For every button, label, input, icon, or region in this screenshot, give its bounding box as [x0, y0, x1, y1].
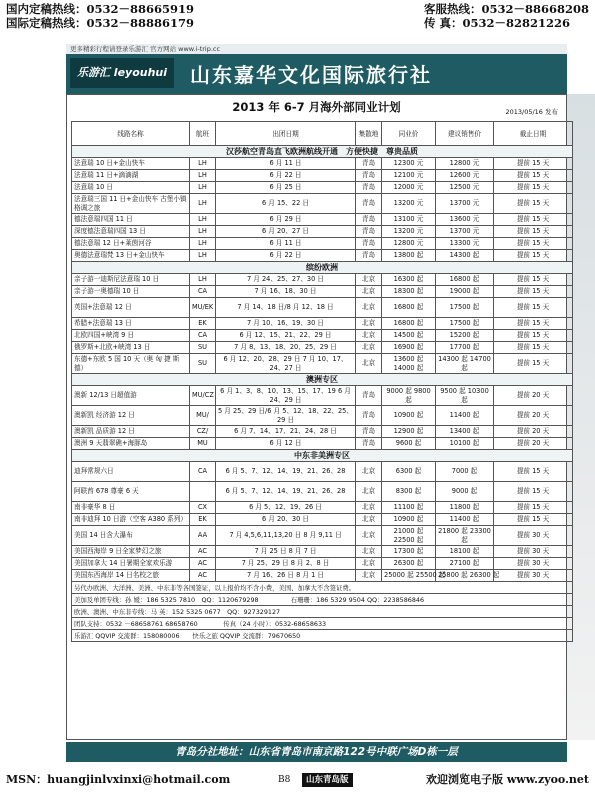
table-cell: 提前 30 天 — [494, 570, 573, 582]
table-row — [72, 526, 573, 546]
table-cell: 6 月 1、3、8、10、13、15、17、19 6 月 24、29 日 — [216, 386, 356, 406]
table-cell: 13800 起 — [382, 250, 436, 262]
table-cell: 南非豪华 8 日 — [72, 502, 190, 514]
footer-note-row — [72, 582, 573, 594]
table-row — [72, 514, 573, 526]
table-cell: 北京 — [356, 286, 382, 298]
domestic-hotline: 国内定稿热线：0532－88665919 — [6, 2, 195, 16]
table-cell: 青岛 — [356, 250, 382, 262]
table-cell: 北京 — [356, 330, 382, 342]
table-cell: 北京 — [356, 462, 382, 482]
agency-name: 山东嘉华文化国际旅行社 — [190, 63, 432, 87]
table-cell: 11800 起 — [436, 502, 494, 514]
column-header: 航班 — [190, 122, 216, 146]
plan-card — [66, 94, 567, 740]
table-cell: 美国西海岸 9 日全家梦幻之旅 — [72, 546, 190, 558]
table-cell: 17500 起 — [436, 318, 494, 330]
section-header — [72, 262, 573, 274]
table-cell: 7 月 8、13、18、20、25、29 日 — [216, 342, 356, 354]
table-cell: 15200 起 — [436, 330, 494, 342]
footer-note: 乐游汇 QQVIP 交流群：158080006 快乐之旅 QQVIP 交流群：79670650 — [72, 630, 573, 642]
table-cell: 7 月 16、26 日 8 月 1 日 — [216, 570, 356, 582]
table-row — [72, 214, 573, 226]
table-cell: 提前 15 天 — [494, 238, 573, 250]
table-header — [72, 122, 573, 146]
table-cell: 亲子游一奥德瑞 10 日 — [72, 286, 190, 298]
table-cell: 美国 14 日含大瀑布 — [72, 526, 190, 546]
table-cell: 7 月 10、16、19、30 日 — [216, 318, 356, 330]
footer-note: 另代办欧洲、大洋洲、美洲、中东非等各国签证，以上报价均不含小费，美国、加拿大不含签证费。 — [72, 582, 573, 594]
table-cell: 提前 15 天 — [494, 274, 573, 286]
table-cell: 法意瑞 10 日 — [72, 182, 190, 194]
table-cell: 德法意瑞四国 11 日 — [72, 214, 190, 226]
table-cell: 6 月 22 日 — [216, 250, 356, 262]
table-cell: MU/CZ — [190, 386, 216, 406]
table-cell: 17700 起 — [436, 342, 494, 354]
table-cell: 北京 — [356, 502, 382, 514]
table-cell: 7 月 25 日 8 月 7 日 — [216, 546, 356, 558]
table-cell: 提前 15 天 — [494, 194, 573, 214]
column-header: 建议销售价 — [436, 122, 494, 146]
table-cell: 青岛 — [356, 170, 382, 182]
table-cell: 16800 起 — [436, 274, 494, 286]
table-cell: 27100 起 — [436, 558, 494, 570]
table-cell: 北京 — [356, 514, 382, 526]
table-cell: LH — [190, 170, 216, 182]
table-row — [72, 462, 573, 482]
table-cell: 19000 起 — [436, 286, 494, 298]
table-cell: 澳新凯 经济游 12 日 — [72, 406, 190, 426]
table-cell: 6 月 12、20、28、29 日 7 月 10、17、24、27 日 — [216, 354, 356, 374]
table-cell: 美国东西海岸 14 日名校之旅 — [72, 570, 190, 582]
table-cell: 青岛 — [356, 158, 382, 170]
table-cell: 6 月 5、12、19、26 日 — [216, 502, 356, 514]
table-cell: 青岛 — [356, 438, 382, 450]
table-cell: 17500 起 — [436, 298, 494, 318]
table-cell: 12500 元 — [436, 182, 494, 194]
table-cell: 阿联酋 678 尊豪 6 天 — [72, 482, 190, 502]
table-cell: 14500 起 — [382, 330, 436, 342]
table-cell: 10100 起 — [436, 438, 494, 450]
table-cell: 北京 — [356, 274, 382, 286]
section-title: 缤纷欧洲 — [72, 262, 573, 274]
table-cell: 7 月 4,5,6,11,13,20 日 8 月 9,11 日 — [216, 526, 356, 546]
footer-note: 美加及单团专线：孙 媛：186 5325 7810 QQ：1120679298 石珊珊：186 5329 9504 QQ：2238586846 — [72, 594, 573, 606]
table-row — [72, 482, 573, 502]
table-cell: 提前 15 天 — [494, 182, 573, 194]
table-cell: 提前 15 天 — [494, 514, 573, 526]
table-cell: 北京 — [356, 354, 382, 374]
table-cell: 提前 15 天 — [494, 214, 573, 226]
table-cell: 12800 元 — [382, 238, 436, 250]
table-cell: 7 月 25、29 日 8 月 2、8 日 — [216, 558, 356, 570]
table-cell: 16800 起 — [382, 318, 436, 330]
table-body — [72, 146, 573, 642]
table-cell: 9500 起 10300 起 — [436, 386, 494, 406]
table-cell: 俄罗斯+北欧+峡湾 13 日 — [72, 342, 190, 354]
footer-note-row — [72, 606, 573, 618]
table-cell: AC — [190, 558, 216, 570]
edition-badge: 山东青岛版 — [302, 773, 353, 787]
table-cell: 法意瑞三国 11 日+金山快车 古堡小镇格调之旅 — [72, 194, 190, 214]
table-cell: 13600 元 — [436, 214, 494, 226]
table-cell: LH — [190, 158, 216, 170]
table-cell: 提前 15 天 — [494, 170, 573, 182]
table-cell: 18100 起 — [436, 546, 494, 558]
table-cell: 奥德法意瑞梵 13 日+金山快车 — [72, 250, 190, 262]
table-cell: 25000 起 25500 起 — [382, 570, 436, 582]
table-cell: 提前 15 天 — [494, 298, 573, 318]
footer-note-row — [72, 618, 573, 630]
table-row — [72, 558, 573, 570]
table-row — [72, 386, 573, 406]
table-cell: 16300 起 — [382, 274, 436, 286]
table-cell: 法意瑞 10 日+金山快车 — [72, 158, 190, 170]
table-cell: 13200 元 — [382, 226, 436, 238]
table-cell: 21800 起 23300 起 — [436, 526, 494, 546]
table-row — [72, 194, 573, 214]
table-cell: 青岛 — [356, 238, 382, 250]
table-cell: 北京 — [356, 546, 382, 558]
table-cell: 6 月 22 日 — [216, 170, 356, 182]
table-cell: 9000 起 — [436, 482, 494, 502]
table-cell: 13200 元 — [382, 194, 436, 214]
table-row — [72, 426, 573, 438]
publish-date: 2013/05/16 发布 — [505, 108, 558, 116]
table-cell: 10900 起 — [382, 406, 436, 426]
table-cell: 10900 起 — [382, 514, 436, 526]
table-cell: 21000 起 22500 起 — [382, 526, 436, 546]
table-cell: LH — [190, 194, 216, 214]
table-cell: 6 月 20、27 日 — [216, 226, 356, 238]
table-cell: LH — [190, 214, 216, 226]
table-cell: LH — [190, 226, 216, 238]
table-cell: 北京 — [356, 342, 382, 354]
footer-note-row — [72, 594, 573, 606]
table-cell: LH — [190, 274, 216, 286]
table-cell: 提前 20 天 — [494, 426, 573, 438]
table-cell: 6 月 11 日 — [216, 238, 356, 250]
table-cell: 北京 — [356, 558, 382, 570]
column-header: 截止日期 — [494, 122, 573, 146]
table-cell: 德法意瑞 12 日+莱茵河谷 — [72, 238, 190, 250]
table-cell: CA — [190, 286, 216, 298]
table-cell: 提前 15 天 — [494, 462, 573, 482]
table-cell: 北京 — [356, 318, 382, 330]
section-title: 中东非美洲专区 — [72, 450, 573, 462]
section-title: 澳洲专区 — [72, 374, 573, 386]
table-cell: 18300 起 — [382, 286, 436, 298]
table-cell: CA — [190, 462, 216, 482]
table-cell: EK — [190, 514, 216, 526]
table-cell: 提前 15 天 — [494, 342, 573, 354]
page-footer — [6, 770, 589, 790]
table-cell: 8300 起 — [382, 482, 436, 502]
table-cell: 6 月 25 日 — [216, 182, 356, 194]
table-cell: 6 月 12、15、21、22、29 日 — [216, 330, 356, 342]
table-cell: 北京 — [356, 526, 382, 546]
table-cell: CX — [190, 502, 216, 514]
table-cell: 12900 起 — [382, 426, 436, 438]
table-cell: 6 月 12 日 — [216, 438, 356, 450]
table-cell: 亲子游一迪斯尼法意瑞 10 日 — [72, 274, 190, 286]
table-cell: 17300 起 — [382, 546, 436, 558]
fax-number: 传 真：0532－82821226 — [423, 16, 570, 30]
table-cell: AC — [190, 570, 216, 582]
table-cell: 13700 元 — [436, 226, 494, 238]
table-cell: 南非迪拜 10 日游（空客 A380 系列） — [72, 514, 190, 526]
table-row — [72, 438, 573, 450]
section-header — [72, 374, 573, 386]
table-cell: 迪拜常规六日 — [72, 462, 190, 482]
table-row — [72, 330, 573, 342]
table-cell: CA — [190, 330, 216, 342]
table-cell: 13100 元 — [382, 214, 436, 226]
table-row — [72, 570, 573, 582]
table-cell: 9000 起 9800 起 — [382, 386, 436, 406]
table-cell: 7 月 16、18、30 日 — [216, 286, 356, 298]
table-row — [72, 226, 573, 238]
table-cell: 11400 起 — [436, 406, 494, 426]
table-cell: CZ/ — [190, 426, 216, 438]
column-header: 集散地 — [356, 122, 382, 146]
table-cell: 青岛 — [356, 426, 382, 438]
table-cell: 深度德法意瑞四国 13 日 — [72, 226, 190, 238]
table-row — [72, 342, 573, 354]
table-cell: 提前 15 天 — [494, 330, 573, 342]
table-cell: 12000 元 — [382, 182, 436, 194]
table-cell: 青岛 — [356, 182, 382, 194]
table-cell: 北欧四国+峡湾 9 日 — [72, 330, 190, 342]
table-cell: 12300 元 — [382, 158, 436, 170]
table-cell: LH — [190, 250, 216, 262]
table-cell: 11400 起 — [436, 514, 494, 526]
msn-contact: MSN：huangjinlvxinxi@hotmail.com — [6, 773, 231, 786]
table-cell — [190, 482, 216, 502]
table-row — [72, 158, 573, 170]
table-cell: LH — [190, 182, 216, 194]
table-cell: 5 月 25、29 日/6 月 5、12、18、22、25、29 日 — [216, 406, 356, 426]
tour-table — [71, 121, 573, 642]
table-row — [72, 298, 573, 318]
table-cell: 提前 20 天 — [494, 406, 573, 426]
footer-note: 团队支持：0532 －68658761 68658760 传真（24 小时）：0532-68658633 — [72, 618, 573, 630]
table-cell: 6300 起 — [382, 462, 436, 482]
table-cell: 澳洲 9 天翡翠礁+海豚岛 — [72, 438, 190, 450]
table-cell: 提前 15 天 — [494, 286, 573, 298]
table-cell: LH — [190, 238, 216, 250]
table-row — [72, 274, 573, 286]
table-cell: 澳新 12/13 日超值游 — [72, 386, 190, 406]
column-header: 出团日期 — [216, 122, 356, 146]
table-cell: 11100 起 — [382, 502, 436, 514]
section-title: 汉莎航空青岛直飞欧洲航线开通 方便快捷 尊贵品质 — [72, 146, 573, 158]
table-cell: MU/EK — [190, 298, 216, 318]
table-cell: 13300 元 — [436, 238, 494, 250]
section-header — [72, 450, 573, 462]
table-cell: 美国加拿大 14 日暑期全家欢乐游 — [72, 558, 190, 570]
table-cell: 提前 15 天 — [494, 354, 573, 374]
table-cell: 16900 起 — [382, 342, 436, 354]
section-header — [72, 146, 573, 158]
table-cell: 青岛 — [356, 194, 382, 214]
table-cell: 14300 起 14700 起 — [436, 354, 494, 374]
table-cell: MU — [190, 438, 216, 450]
table-cell: 提前 20 天 — [494, 438, 573, 450]
table-cell: 青岛 — [356, 406, 382, 426]
column-header: 线路名称 — [72, 122, 190, 146]
footer-note-row — [72, 630, 573, 642]
branch-address: 青岛分社地址：山东省青岛市南京路122号中联广场D栋一层 — [66, 742, 567, 762]
table-cell: 6 月 5、7、12、14、19、21、26、28 — [216, 462, 356, 482]
table-cell: 提前 15 天 — [494, 482, 573, 502]
service-hotline: 客服热线：0532－88668208 — [423, 2, 589, 16]
table-cell: 12100 元 — [382, 170, 436, 182]
table-cell: 英国+法意瑞 12 日 — [72, 298, 190, 318]
table-cell: EK — [190, 318, 216, 330]
table-row — [72, 318, 573, 330]
table-cell: 13600 起 14000 起 — [382, 354, 436, 374]
table-cell: SU — [190, 342, 216, 354]
table-cell: MU/ — [190, 406, 216, 426]
table-cell: 12600 元 — [436, 170, 494, 182]
table-cell: 提前 20 天 — [494, 386, 573, 406]
table-cell: 6 月 5、7、12、14、19、21、26、28 — [216, 482, 356, 502]
table-cell: AC — [190, 546, 216, 558]
table-cell: 7 月 24、25、27、30 日 — [216, 274, 356, 286]
table-cell: 提前 15 天 — [494, 158, 573, 170]
table-row — [72, 502, 573, 514]
table-cell: 6 月 29 日 — [216, 214, 356, 226]
table-cell: 提前 30 天 — [494, 526, 573, 546]
table-cell: 青岛 — [356, 214, 382, 226]
table-cell: AA — [190, 526, 216, 546]
table-cell: 13400 起 — [436, 426, 494, 438]
table-cell: 26300 起 — [382, 558, 436, 570]
table-row — [72, 354, 573, 374]
table-cell: 提前 15 天 — [494, 318, 573, 330]
table-cell: 北京 — [356, 482, 382, 502]
table-row — [72, 170, 573, 182]
intl-hotline: 国际定稿热线：0532－88886179 — [6, 16, 195, 30]
column-header: 同业价 — [382, 122, 436, 146]
leyouhui-logo: 乐游汇 leyouhui — [70, 58, 174, 88]
table-cell: 北京 — [356, 298, 382, 318]
website-link[interactable]: 欢迎浏览电子版 www.zyoo.net — [426, 773, 589, 786]
table-cell: 澳新凯 品质游 12 日 — [72, 426, 190, 438]
table-cell: 13700 元 — [436, 194, 494, 214]
table-row — [72, 182, 573, 194]
table-cell: 东德+东欧 5 国 10 天（奥 匈 捷 斯 德） — [72, 354, 190, 374]
table-cell: 25800 起 26300 起 — [436, 570, 494, 582]
table-cell: 6 月 11 日 — [216, 158, 356, 170]
table-cell: 提前 15 天 — [494, 250, 573, 262]
website-strip: 更多精彩行程请登录乐游汇 官方网站 www.i-trip.cc — [66, 44, 567, 54]
table-cell: 希腊+法意瑞 13 日 — [72, 318, 190, 330]
hotline-header — [6, 2, 589, 44]
table-cell: 青岛 — [356, 226, 382, 238]
table-cell: 16800 起 — [382, 298, 436, 318]
table-row — [72, 250, 573, 262]
table-cell: 7 月 14、18 日/8 月 12、18 日 — [216, 298, 356, 318]
page-number: B8 — [278, 775, 291, 785]
footer-note: 欧洲、澳洲、中东非专线：马 英：152 5325 0677 QQ：927329127 — [72, 606, 573, 618]
doc-title: 2013 年 6-7 月海外部同业计划 — [232, 100, 401, 114]
table-cell: 提前 30 天 — [494, 558, 573, 570]
table-cell: 北京 — [356, 570, 382, 582]
table-row — [72, 546, 573, 558]
table-row — [72, 238, 573, 250]
table-cell: 9600 起 — [382, 438, 436, 450]
table-cell: 提前 30 天 — [494, 546, 573, 558]
table-cell: 7000 起 — [436, 462, 494, 482]
table-cell: 6 月 20、30 日 — [216, 514, 356, 526]
table-cell: 6 月 7、14、17、21、24、28 日 — [216, 426, 356, 438]
table-cell: 6 月 15、22 日 — [216, 194, 356, 214]
table-cell: 提前 15 天 — [494, 226, 573, 238]
table-row — [72, 406, 573, 426]
table-cell: 14300 起 — [436, 250, 494, 262]
table-cell: 法意瑞 11 日+滴滴湖 — [72, 170, 190, 182]
table-row — [72, 286, 573, 298]
table-cell: SU — [190, 354, 216, 374]
table-cell: 提前 15 天 — [494, 502, 573, 514]
table-cell: 青岛 — [356, 386, 382, 406]
table-cell: 12800 元 — [436, 158, 494, 170]
